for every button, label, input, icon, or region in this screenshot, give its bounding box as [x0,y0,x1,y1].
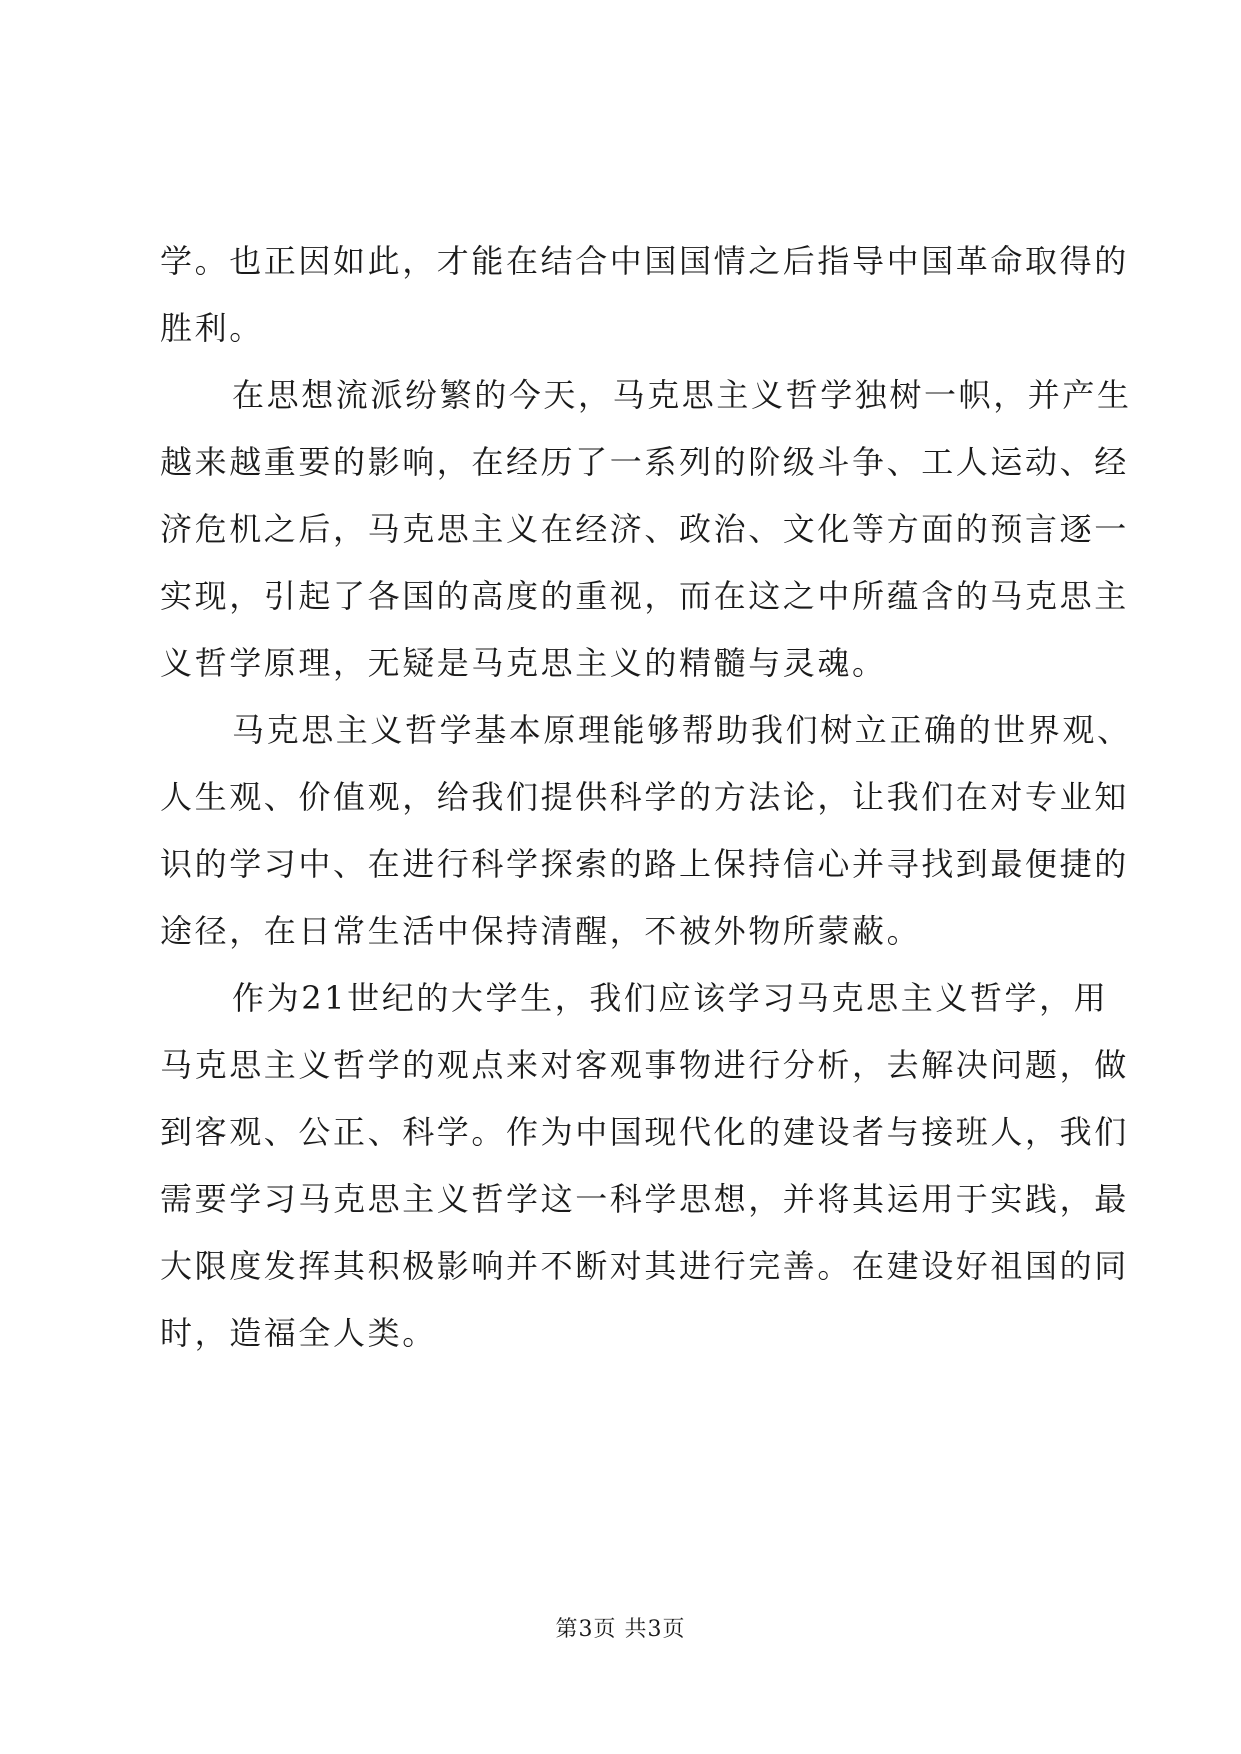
text-line: 越来越重要的影响，在经历了一系列的阶级斗争、工人运动、经 [160,443,1129,481]
text-line: 途径，在日常生活中保持清醒，不被外物所蒙蔽。 [160,912,922,950]
text-line: 胜利。 [160,309,264,347]
page-number-label: 第3页 共3页 [555,1617,686,1642]
text-line: 济危机之后，马克思主义在经济、政治、文化等方面的预言逐一 [160,510,1129,548]
page-footer [0,1612,1241,1643]
text-line: 到客观、公正、科学。作为中国现代化的建设者与接班人，我们 [160,1113,1129,1151]
paragraph-start-line: 在思想流派纷繁的今天，马克思主义哲学独树一帜，并产生 [232,376,1132,414]
text-line: 实现，引起了各国的高度的重视，而在这之中所蕴含的马克思主 [160,577,1129,615]
text-line: 时，造福全人类。 [160,1314,437,1352]
text-line: 需要学习马克思主义哲学这一科学思想，并将其运用于实践，最 [160,1180,1129,1218]
paragraph-start-line: 作为21世纪的大学生，我们应该学习马克思主义哲学，用 [232,979,1109,1017]
text-line: 马克思主义哲学的观点来对客观事物进行分析，去解决问题，做 [160,1046,1129,1084]
document-body [160,228,1132,1367]
text-line: 学。也正因如此，才能在结合中国国情之后指导中国革命取得的 [160,242,1129,280]
paragraph-start-line: 马克思主义哲学基本原理能够帮助我们树立正确的世界观、 [232,711,1132,749]
text-line: 义哲学原理，无疑是马克思主义的精髓与灵魂。 [160,644,887,682]
text-line: 人生观、价值观，给我们提供科学的方法论，让我们在对专业知 [160,778,1129,816]
text-line: 识的学习中、在进行科学探索的路上保持信心并寻找到最便捷的 [160,845,1129,883]
text-line: 大限度发挥其积极影响并不断对其进行完善。在建设好祖国的同 [160,1247,1129,1285]
